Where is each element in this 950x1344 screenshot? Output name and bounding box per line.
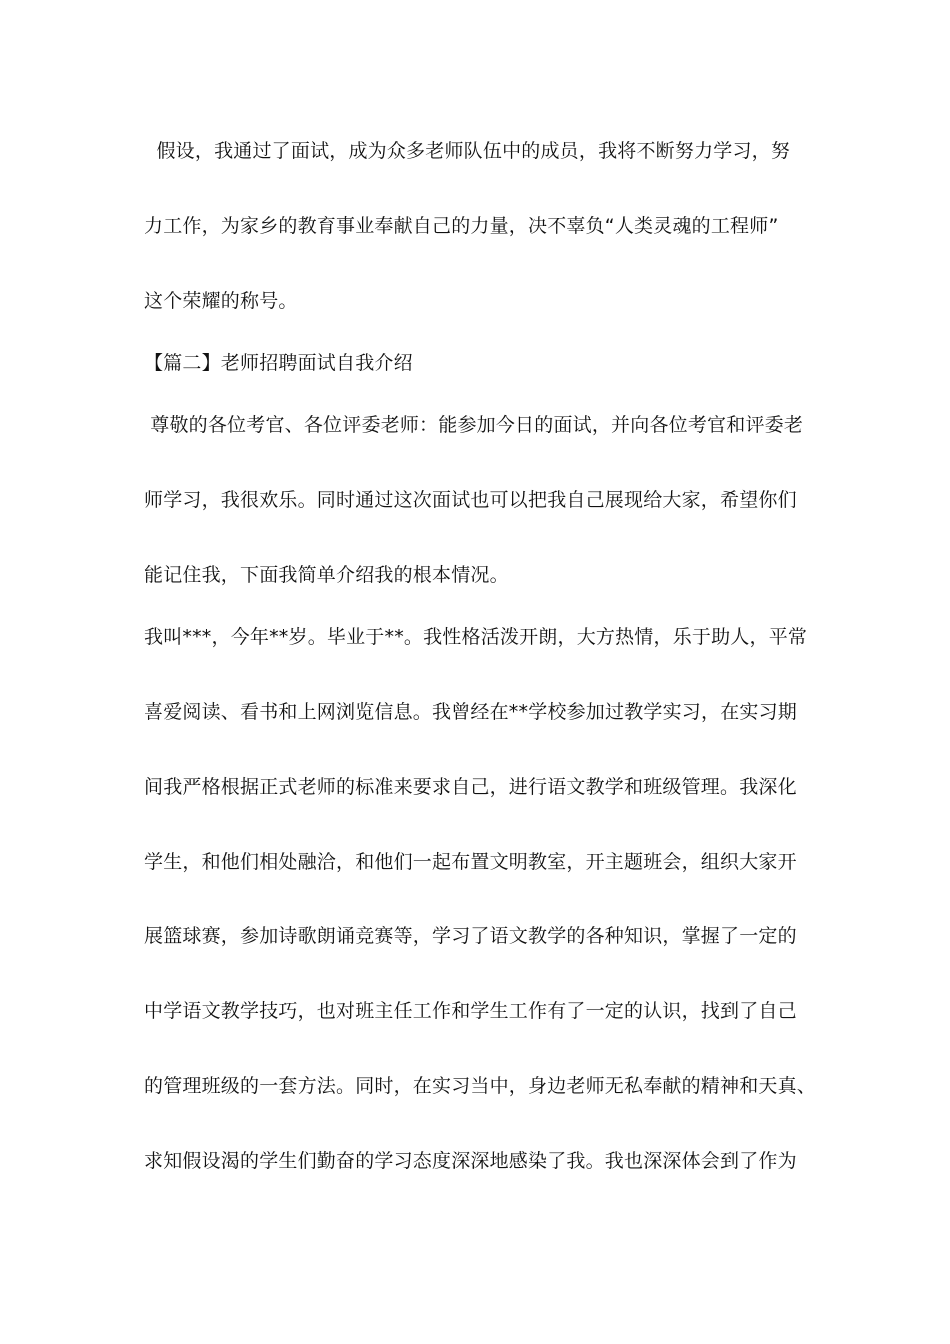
paragraph-line: 能记住我，下面我简单介绍我的根本情况。 [144,564,509,586]
section-heading: 【篇二】老师招聘面试自我介绍 [144,352,413,374]
paragraph-line: 学生，和他们相处融洽，和他们一起布置文明教室，开主题班会，组织大家开 [144,851,797,873]
paragraph-line: 求知假设渴的学生们勤奋的学习态度深深地感染了我。我也深深体会到了作为 [144,1150,797,1172]
paragraph-line: 中学语文教学技巧，也对班主任工作和学生工作有了一定的认识，找到了自己 [144,1000,797,1022]
paragraph-line: 喜爱阅读、看书和上网浏览信息。我曾经在**学校参加过教学实习，在实习期 [144,701,798,723]
paragraph-line: 这个荣耀的称号。 [144,290,298,312]
paragraph-line: 展篮球赛，参加诗歌朗诵竞赛等，学习了语文教学的各种知识，掌握了一定的 [144,925,797,947]
paragraph-line: 的管理班级的一套方法。同时，在实习当中，身边老师无私奉献的精神和天真、 [144,1075,817,1097]
paragraph-line: 尊敬的各位考官、各位评委老师：能参加今日的面试，并向各位考官和评委老 [144,414,804,436]
paragraph-line: 间我严格根据正式老师的标准来要求自己，进行语文教学和班级管理。我深化 [144,776,797,798]
paragraph-line: 假设，我通过了面试，成为众多老师队伍中的成员，我将不断努力学习，努 [144,140,791,162]
paragraph-line: 力工作，为家乡的教育事业奉献自己的力量，决不辜负“人类灵魂的工程师” [144,215,779,237]
paragraph-line: 师学习，我很欢乐。同时通过这次面试也可以把我自己展现给大家，希望你们 [144,489,797,511]
paragraph-line: 我叫***，今年**岁。毕业于**。我性格活泼开朗，大方热情，乐于助人，平常 [144,626,808,648]
